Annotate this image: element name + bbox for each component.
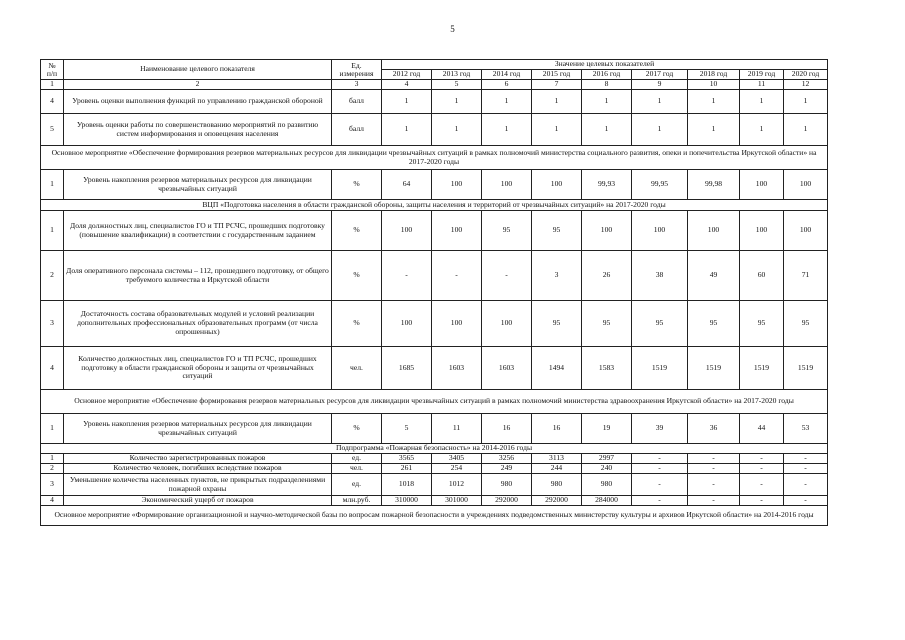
value-cell: -	[632, 496, 688, 506]
unit-cell: %	[332, 170, 382, 200]
indicator-name: Количество должностных лиц, специалистов ГО и ТП РСЧС, прошедших подготовку в области гражданской обороны и защиты от чрезвычайных ситуаций	[64, 347, 332, 390]
value-cell: 95	[688, 301, 740, 347]
table-row	[41, 90, 828, 114]
value-cell: 980	[532, 474, 582, 496]
value-cell: 100	[740, 170, 784, 200]
table-row	[41, 170, 828, 200]
table-row	[41, 114, 828, 146]
value-cell: -	[784, 454, 828, 464]
value-cell: 1519	[784, 347, 828, 390]
row-number: 1	[41, 170, 64, 200]
indicator-name: Уровень накопления резервов материальных ресурсов для ликвидации чрезвычайных ситуаций	[64, 414, 332, 444]
unit-cell: %	[332, 414, 382, 444]
value-cell: 1	[632, 114, 688, 146]
value-cell: 1	[582, 114, 632, 146]
table-row	[41, 464, 828, 474]
header-num: № п/п	[41, 60, 64, 80]
section-row	[41, 506, 828, 526]
value-cell: 100	[784, 170, 828, 200]
value-cell: 100	[784, 211, 828, 251]
value-cell: 292000	[482, 496, 532, 506]
value-cell: 1	[632, 90, 688, 114]
header-unit: Ед. измерения	[332, 60, 382, 80]
row-number: 3	[41, 474, 64, 496]
value-cell: -	[482, 251, 532, 301]
value-cell: 1	[432, 90, 482, 114]
row-number: 2	[41, 464, 64, 474]
unit-cell: ед.	[332, 474, 382, 496]
value-cell: 2997	[582, 454, 632, 464]
value-cell: 1	[482, 90, 532, 114]
header-year: 2013 год	[432, 70, 482, 80]
value-cell: 1	[740, 114, 784, 146]
value-cell: 100	[532, 170, 582, 200]
value-cell: -	[740, 464, 784, 474]
value-cell: 1012	[432, 474, 482, 496]
value-cell: -	[632, 464, 688, 474]
value-cell: 100	[432, 211, 482, 251]
value-cell: 3256	[482, 454, 532, 464]
value-cell: 1	[482, 114, 532, 146]
value-cell: 301000	[432, 496, 482, 506]
value-cell: 38	[632, 251, 688, 301]
value-cell: 5	[382, 414, 432, 444]
row-number: 2	[41, 251, 64, 301]
value-cell: 980	[582, 474, 632, 496]
value-cell: 71	[784, 251, 828, 301]
row-number: 5	[41, 114, 64, 146]
value-cell: -	[740, 496, 784, 506]
value-cell: 1603	[432, 347, 482, 390]
value-cell: -	[784, 496, 828, 506]
value-cell: 3405	[432, 454, 482, 464]
value-cell: 100	[740, 211, 784, 251]
indicator-name: Достаточность состава образовательных модулей и условий реализации дополнительных профессиональных образовательных программ (от числа опрошенных)	[64, 301, 332, 347]
column-number: 11	[740, 80, 784, 90]
value-cell: 1	[784, 114, 828, 146]
value-cell: 39	[632, 414, 688, 444]
value-cell: 100	[432, 301, 482, 347]
row-number: 4	[41, 496, 64, 506]
section-row	[41, 200, 828, 211]
unit-cell: ед.	[332, 454, 382, 464]
column-number: 8	[582, 80, 632, 90]
value-cell: 100	[482, 170, 532, 200]
section-row	[41, 444, 828, 454]
value-cell: 1018	[382, 474, 432, 496]
column-number: 10	[688, 80, 740, 90]
value-cell: 44	[740, 414, 784, 444]
value-cell: 95	[582, 301, 632, 347]
value-cell: -	[382, 251, 432, 301]
header-values-title: Значение целевых показателей	[382, 60, 828, 70]
value-cell: 1	[582, 90, 632, 114]
value-cell: 292000	[532, 496, 582, 506]
unit-cell: %	[332, 211, 382, 251]
column-number: 9	[632, 80, 688, 90]
table-row	[41, 414, 828, 444]
row-number: 4	[41, 90, 64, 114]
value-cell: -	[688, 474, 740, 496]
column-number: 2	[64, 80, 332, 90]
header-row-col-numbers	[41, 80, 828, 90]
value-cell: -	[740, 454, 784, 464]
indicator-name: Количество зарегистрированных пожаров	[64, 454, 332, 464]
indicator-name: Уровень накопления резервов материальных ресурсов для ликвидации чрезвычайных ситуаций	[64, 170, 332, 200]
value-cell: 53	[784, 414, 828, 444]
value-cell: 36	[688, 414, 740, 444]
column-number: 3	[332, 80, 382, 90]
header-year: 2020 год	[784, 70, 828, 80]
value-cell: 3565	[382, 454, 432, 464]
value-cell: 1	[532, 114, 582, 146]
value-cell: -	[784, 474, 828, 496]
value-cell: 99,93	[582, 170, 632, 200]
row-number: 1	[41, 454, 64, 464]
section-title: Основное мероприятие «Обеспечение формирования резервов материальных ресурсов для ликвидации чрезвычайных ситуаций в рамках полномочий министерства социального развития, опеки и попечительства Иркутской области» на 2017-2020 годы	[41, 146, 828, 170]
value-cell: 1	[740, 90, 784, 114]
unit-cell: млн.руб.	[332, 496, 382, 506]
value-cell: 1	[432, 114, 482, 146]
header-year: 2016 год	[582, 70, 632, 80]
value-cell: -	[632, 454, 688, 464]
value-cell: 1	[532, 90, 582, 114]
header-year: 2015 год	[532, 70, 582, 80]
table-row	[41, 496, 828, 506]
value-cell: 95	[532, 301, 582, 347]
value-cell: 1	[382, 114, 432, 146]
indicator-name: Доля оперативного персонала системы – 112, прошедшего подготовку, от общего требуемого количества в Иркутской области	[64, 251, 332, 301]
value-cell: 1519	[632, 347, 688, 390]
unit-cell: %	[332, 251, 382, 301]
value-cell: 249	[482, 464, 532, 474]
indicator-name: Уровень оценки работы по совершенствованию мероприятий по развитию систем информирования и оповещения населения	[64, 114, 332, 146]
row-number: 4	[41, 347, 64, 390]
value-cell: 1	[688, 90, 740, 114]
column-number: 5	[432, 80, 482, 90]
unit-cell: балл	[332, 90, 382, 114]
table-row	[41, 211, 828, 251]
section-row	[41, 146, 828, 170]
unit-cell: балл	[332, 114, 382, 146]
value-cell: 244	[532, 464, 582, 474]
column-number: 7	[532, 80, 582, 90]
value-cell: 95	[740, 301, 784, 347]
indicator-name: Уровень оценки выполнения функций по управлению гражданской обороной	[64, 90, 332, 114]
indicator-name: Экономический ущерб от пожаров	[64, 496, 332, 506]
header-year: 2014 год	[482, 70, 532, 80]
value-cell: 60	[740, 251, 784, 301]
table-row	[41, 474, 828, 496]
header-year: 2017 год	[632, 70, 688, 80]
value-cell: 254	[432, 464, 482, 474]
value-cell: 1583	[582, 347, 632, 390]
value-cell: 1603	[482, 347, 532, 390]
value-cell: -	[688, 464, 740, 474]
indicators-table	[40, 59, 828, 526]
value-cell: 100	[632, 211, 688, 251]
value-cell: 11	[432, 414, 482, 444]
section-title: Подпрограмма «Пожарная безопасность» на 2014-2016 годы	[41, 444, 828, 454]
value-cell: 284000	[582, 496, 632, 506]
value-cell: 3	[532, 251, 582, 301]
indicator-name: Доля должностных лиц, специалистов ГО и ТП РСЧС, прошедших подготовку (повышение квалификации) в соответствии с государственным заданием	[64, 211, 332, 251]
value-cell: 26	[582, 251, 632, 301]
indicator-name: Количество человек, погибших вследствие пожаров	[64, 464, 332, 474]
value-cell: 16	[532, 414, 582, 444]
value-cell: 95	[784, 301, 828, 347]
table-row	[41, 251, 828, 301]
value-cell: 16	[482, 414, 532, 444]
value-cell: -	[784, 464, 828, 474]
value-cell: 95	[482, 211, 532, 251]
value-cell: -	[688, 496, 740, 506]
value-cell: 100	[582, 211, 632, 251]
value-cell: 1519	[688, 347, 740, 390]
value-cell: 100	[432, 170, 482, 200]
value-cell: 310000	[382, 496, 432, 506]
table-row	[41, 454, 828, 464]
value-cell: 980	[482, 474, 532, 496]
column-number: 12	[784, 80, 828, 90]
row-number: 1	[41, 211, 64, 251]
value-cell: -	[740, 474, 784, 496]
section-title: ВЦП «Подготовка населения в области гражданской обороны, защиты населения и территорий от чрезвычайных ситуаций» на 2017-2020 годы	[41, 200, 828, 211]
section-row	[41, 390, 828, 414]
header-row-1	[41, 60, 828, 70]
value-cell: -	[432, 251, 482, 301]
value-cell: 1	[784, 90, 828, 114]
value-cell: 1	[382, 90, 432, 114]
section-title: Основное мероприятие «Формирование организационной и научно-методической базы по вопросам пожарной безопасности в учреждениях подведомственных министерству культуры и архивов Иркутской области» на 2014-2016 годы	[41, 506, 828, 526]
row-number: 1	[41, 414, 64, 444]
value-cell: 99,98	[688, 170, 740, 200]
unit-cell: %	[332, 301, 382, 347]
indicator-name: Уменьшение количества населенных пунктов, не прикрытых подразделениями пожарной охраны	[64, 474, 332, 496]
value-cell: 1494	[532, 347, 582, 390]
column-number: 4	[382, 80, 432, 90]
value-cell: 1685	[382, 347, 432, 390]
table-row	[41, 301, 828, 347]
value-cell: 19	[582, 414, 632, 444]
value-cell: 100	[688, 211, 740, 251]
value-cell: 49	[688, 251, 740, 301]
table-row	[41, 347, 828, 390]
value-cell: 100	[382, 211, 432, 251]
page-number: 5	[450, 24, 455, 34]
section-title: Основное мероприятие «Обеспечение формирования резервов материальных ресурсов для ликвидации чрезвычайных ситуаций в рамках полномочий министерства здравоохранения Иркутской области» на 2017-2020 годы	[41, 390, 828, 414]
value-cell: -	[688, 454, 740, 464]
value-cell: 95	[532, 211, 582, 251]
value-cell: 240	[582, 464, 632, 474]
value-cell: 95	[632, 301, 688, 347]
value-cell: 99,95	[632, 170, 688, 200]
value-cell: 1519	[740, 347, 784, 390]
value-cell: 64	[382, 170, 432, 200]
header-year: 2012 год	[382, 70, 432, 80]
value-cell: 1	[688, 114, 740, 146]
column-number: 6	[482, 80, 532, 90]
unit-cell: чел.	[332, 464, 382, 474]
value-cell: 261	[382, 464, 432, 474]
value-cell: 100	[482, 301, 532, 347]
value-cell: 100	[382, 301, 432, 347]
unit-cell: чел.	[332, 347, 382, 390]
header-year: 2018 год	[688, 70, 740, 80]
header-name: Наименование целевого показателя	[64, 60, 332, 80]
row-number: 3	[41, 301, 64, 347]
column-number: 1	[41, 80, 64, 90]
header-year: 2019 год	[740, 70, 784, 80]
value-cell: -	[632, 474, 688, 496]
value-cell: 3113	[532, 454, 582, 464]
